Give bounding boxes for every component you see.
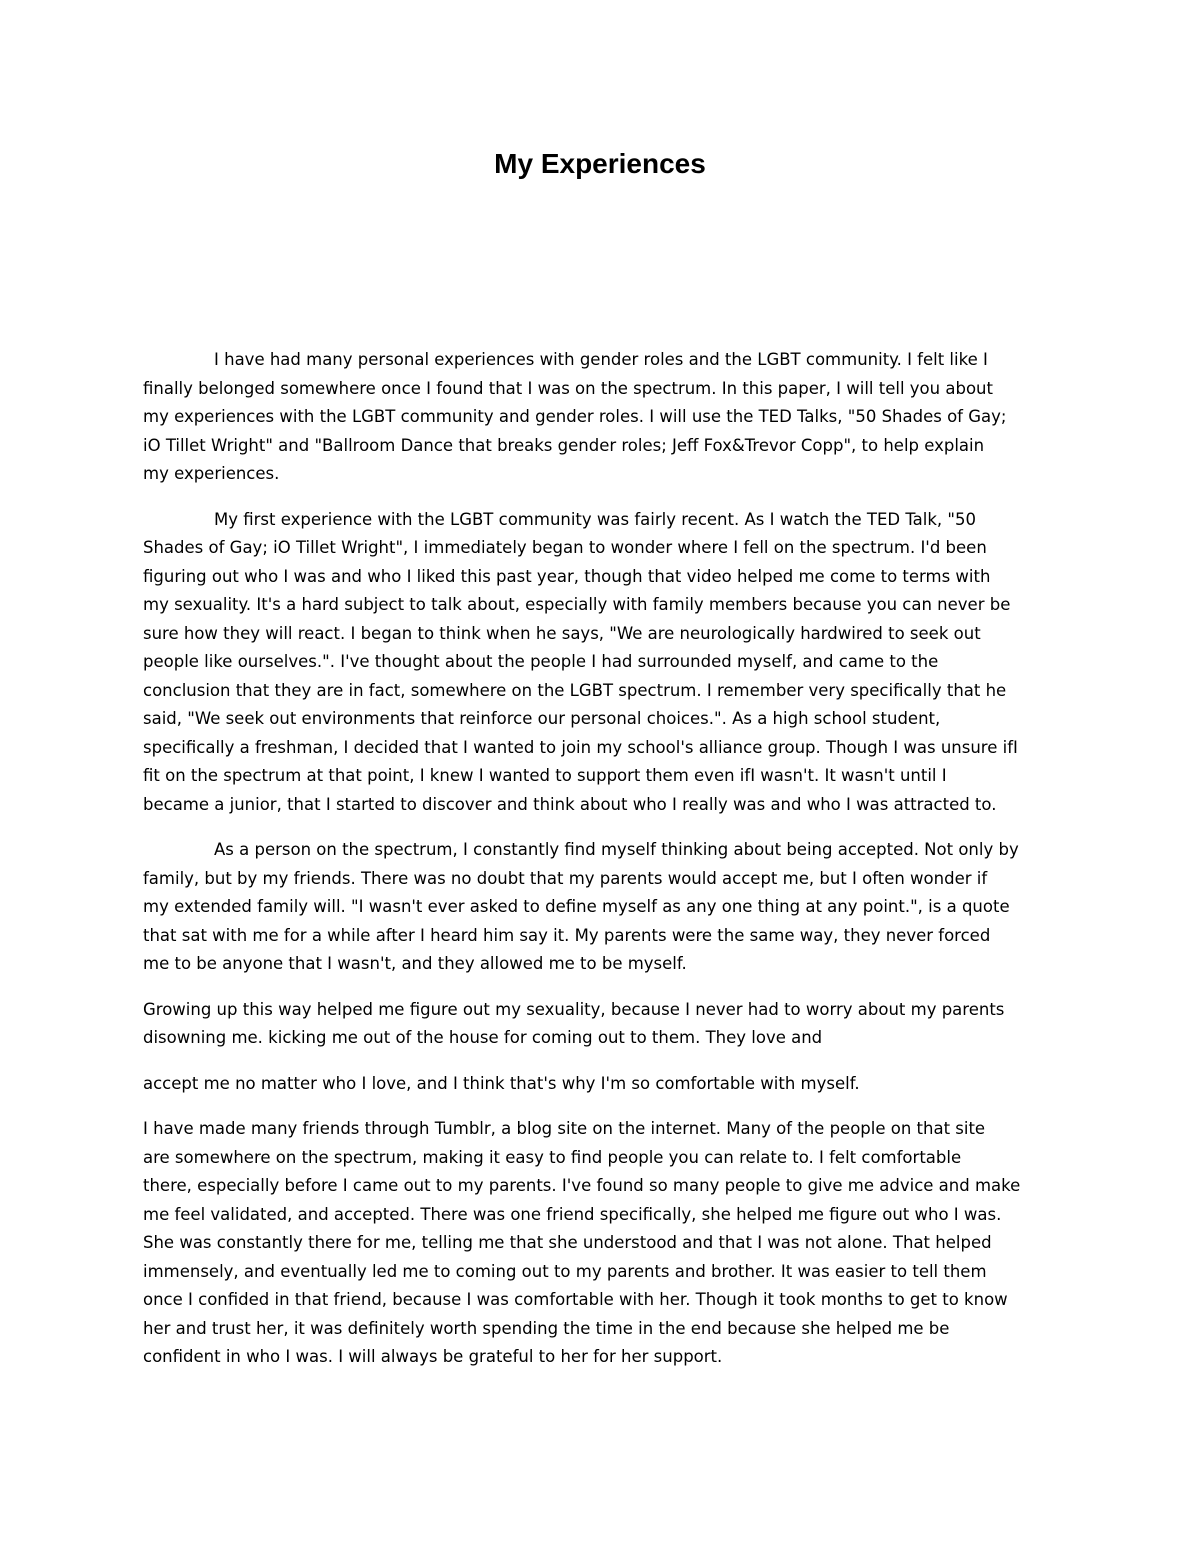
- text-line: me feel validated, and accepted. There was one friend specifically, she helped me figure out who I was.: [143, 1204, 1002, 1224]
- paragraph-gap: [143, 819, 1063, 836]
- text-line: her and trust her, it was definitely worth spending the time in the end because she helped me be: [143, 1318, 950, 1338]
- text-line: sure how they will react. I began to think when he says, "We are neurologically hardwired to seek out: [143, 623, 981, 643]
- text-line: finally belonged somewhere once I found that I was on the spectrum. In this paper, I will tell you about: [143, 378, 993, 398]
- text-line: accept me no matter who I love, and I think that's why I'm so comfortable with myself.: [143, 1073, 860, 1093]
- text-line: disowning me. kicking me out of the house for coming out to them. They love and: [143, 1028, 823, 1047]
- text-line: me to be anyone that I wasn't, and they allowed me to be myself.: [143, 954, 687, 973]
- text-line: once I confided in that friend, because I was comfortable with her. Though it took months to get to know: [143, 1290, 1008, 1309]
- text-line: family, but by my friends. There was no doubt that my parents would accept me, but I often wonder if: [143, 868, 988, 888]
- paragraph-3: [143, 836, 1063, 979]
- text-line: She was constantly there for me, telling me that she understood and that I was not alone. That helped: [143, 1233, 992, 1252]
- text-line: my experiences.: [143, 464, 280, 483]
- text-line: that sat with me for a while after I heard him say it. My parents were the same way, they never forced: [143, 925, 991, 945]
- document-title: My Experiences: [494, 148, 706, 179]
- text-line: Growing up this way helped me figure out my sexuality, because I never had to worry about my parents: [143, 999, 1005, 1019]
- text-line: Shades of Gay; iO Tillet Wright", I immediately began to wonder where I fell on the spectrum. I'd been: [143, 538, 987, 557]
- text-line: confident in who I was. I will always be grateful to her for her support.: [143, 1347, 723, 1366]
- text-line: my extended family will. "I wasn't ever asked to define myself as any one thing at any point.", is a quote: [143, 897, 1010, 916]
- paragraph-2: [143, 506, 1063, 820]
- paragraph-1: [143, 346, 1063, 489]
- text-line: my experiences with the LGBT community and gender roles. I will use the TED Talks, "50 Shades of Gay;: [143, 407, 1007, 426]
- text-line: my sexuality. It's a hard subject to talk about, especially with family members because you can never be: [143, 595, 1011, 614]
- paragraph-6: [143, 1115, 1063, 1372]
- paragraph-gap: [143, 1098, 1063, 1115]
- text-line: there, especially before I came out to my parents. I've found so many people to give me advice and make: [143, 1176, 1021, 1195]
- text-line: said, "We seek out environments that reinforce our personal choices.". As a high school student,: [143, 709, 941, 728]
- text-line: people like ourselves.". I've thought about the people I had surrounded myself, and came to the: [143, 652, 939, 671]
- text-line: My first experience with the LGBT community was fairly recent. As I watch the TED Talk, "50: [214, 509, 976, 529]
- text-line: fit on the spectrum at that point, I knew I wanted to support them even ifI wasn't. It wasn't until I: [143, 766, 947, 785]
- text-line: figuring out who I was and who I liked this past year, though that video helped me come to terms with: [143, 566, 991, 586]
- text-line: became a junior, that I started to discover and think about who I really was and who I was attracted to.: [143, 794, 997, 814]
- text-line: conclusion that they are in fact, somewhere on the LGBT spectrum. I remember very specifically that he: [143, 680, 1007, 700]
- paragraph-gap: [143, 489, 1063, 506]
- text-line: iO Tillet Wright" and "Ballroom Dance that breaks gender roles; Jeff Fox&Trevor Copp", to help explain: [143, 435, 985, 455]
- text-line: are somewhere on the spectrum, making it easy to find people you can relate to. I felt comfortable: [143, 1147, 962, 1167]
- paragraph-gap: [143, 1053, 1063, 1070]
- text-line: immensely, and eventually led me to coming out to my parents and brother. It was easier to tell them: [143, 1261, 987, 1281]
- paragraph-gap: [143, 979, 1063, 996]
- text-line: As a person on the spectrum, I constantly find myself thinking about being accepted. Not only by: [214, 840, 1019, 859]
- text-line: I have had many personal experiences with gender roles and the LGBT community. I felt like I: [214, 350, 988, 369]
- paragraph-4: [143, 996, 1063, 1053]
- document-body: [143, 346, 1063, 1372]
- text-line: I have made many friends through Tumblr, a blog site on the internet. Many of the people on that site: [143, 1119, 986, 1138]
- paragraph-5: [143, 1070, 1063, 1099]
- text-line: specifically a freshman, I decided that I wanted to join my school's alliance group. Though I was unsure ifI: [143, 737, 1018, 757]
